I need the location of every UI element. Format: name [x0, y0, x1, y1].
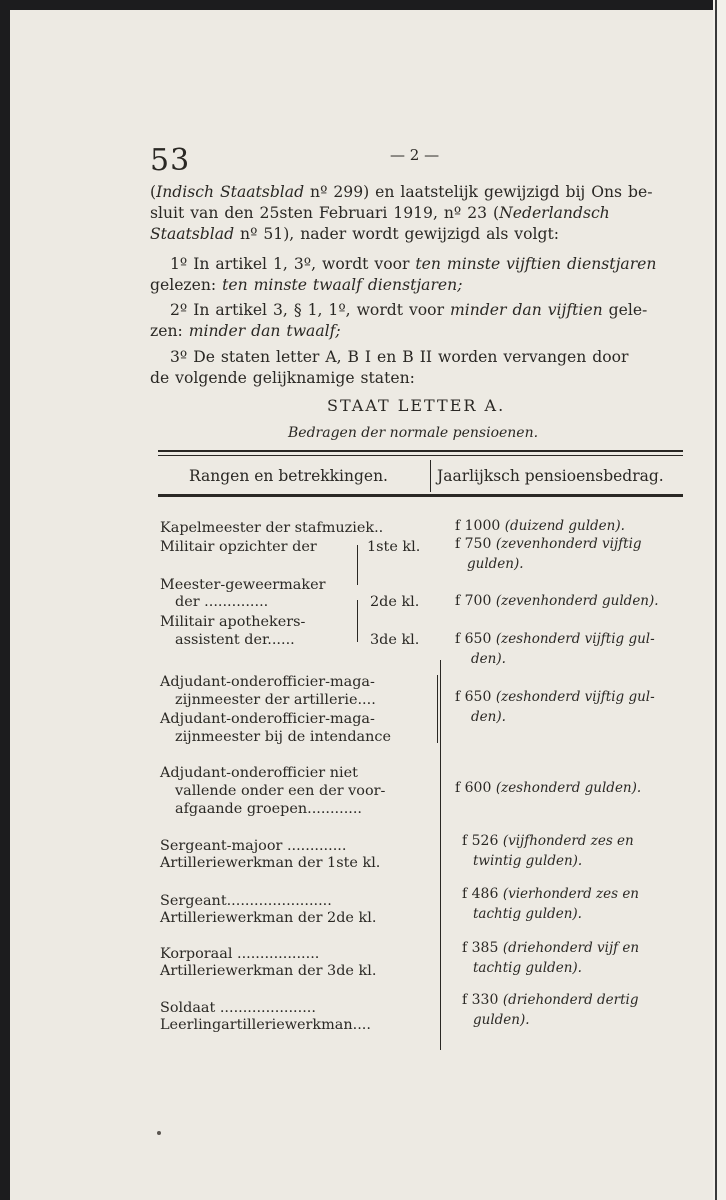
table-row-6-rank: Sergeant-majoor ............. [160, 838, 347, 854]
table-row-0-amount: f 1000 (duizend gulden). [455, 518, 625, 534]
table-row-2-rank: Meester-geweermaker [160, 577, 326, 593]
table-row-3-rank-cont: assistent der...... [175, 632, 295, 648]
table-row-1-class: 1ste kl. [367, 539, 421, 555]
scan-right-edge [713, 0, 726, 1200]
intro-italic-1: Indisch Staatsblad [156, 183, 305, 201]
table-row-7-amount-cont: tachtig gulden). [473, 906, 582, 922]
table-row-3-rank: Militair apothekers- [160, 614, 306, 630]
staat-title: STAAT LETTER A. [327, 396, 506, 415]
table-row-3-amount: f 650 (zeshonderd vijftig gul- [455, 631, 655, 647]
scan-top-border [0, 0, 726, 10]
table-header-ranks: Rangen en betrekkingen. [189, 467, 388, 485]
table-row-9-amount: f 330 (driehonderd dertig [462, 992, 639, 1008]
table-row-2-class: 2de kl. [370, 594, 420, 610]
table-row-8-amount: f 385 (driehonderd vijf en [462, 940, 640, 956]
table-row-5-rank: Adjudant-onderofficier niet [160, 765, 358, 781]
table-row-5-rank-l3: afgaande groepen............ [175, 801, 363, 817]
table-row-7-rank: Sergeant....................... [160, 893, 332, 909]
intro-line-3: Staatsblad nº 51), nader wordt gewijzigd als volgt: [150, 225, 559, 243]
table-top-rule-1 [158, 450, 683, 452]
item2-line-2: zen: minder dan twaalf; [150, 322, 341, 340]
table-header-amount: Jaarlijksch pensioensbedrag. [437, 467, 664, 485]
brace-row-4 [437, 675, 438, 743]
page-number: 53 [150, 143, 191, 178]
table-row-4-rank-cont: zijnmeester der artillerie.... [175, 692, 376, 708]
table-row-3-amount-cont: den). [471, 651, 506, 667]
intro-line-2: sluit van den 25sten Februari 1919, nº 23 (Nederlandsch [150, 204, 610, 222]
table-column-divider [440, 660, 441, 1050]
table-row-1-amount-cont: gulden). [467, 556, 524, 572]
item2-line-1: 2º In artikel 3, § 1, 1º, wordt voor minder dan vijftien gele- [170, 301, 648, 319]
page-header: — 2 — [390, 146, 440, 164]
table-row-9-amount-cont: gulden). [473, 1012, 530, 1028]
table-top-rule-2 [158, 455, 683, 456]
table-row-8-rank: Korporaal .................. [160, 946, 320, 962]
ink-dot [157, 1131, 161, 1135]
item3-line-2: de volgende gelijknamige staten: [150, 369, 415, 387]
table-header-divider [430, 460, 431, 492]
staat-subtitle: Bedragen der normale pensioenen. [288, 425, 539, 441]
table-header-rule [158, 494, 683, 497]
table-row-4-amount-cont: den). [471, 709, 506, 725]
table-row-9-rank: Soldaat ..................... [160, 1000, 316, 1016]
table-row-8-rank-cont: Artilleriewerkman der 3de kl. [160, 963, 377, 979]
table-row-6-rank-cont: Artilleriewerkman der 1ste kl. [160, 855, 381, 871]
brace-rows-1-3-top [357, 545, 358, 585]
table-row-4-amount: f 650 (zeshonderd vijftig gul- [455, 689, 655, 705]
item1-line-1: 1º In artikel 1, 3º, wordt voor ten minste vijftien dienstjaren [170, 255, 657, 273]
table-row-4-rank-l4: zijnmeester bij de intendance [175, 729, 391, 745]
table-row-3-class: 3de kl. [370, 632, 420, 648]
item1-line-2: gelezen: ten minste twaalf dienstjaren; [150, 276, 463, 294]
table-row-4-rank-l3: Adjudant-onderofficier-maga- [160, 711, 375, 727]
intro-line-1: (Indisch Staatsblad nº 299) en laatstelijk gewijzigd bij Ons be- [150, 183, 653, 201]
table-row-1-rank: Militair opzichter der [160, 539, 317, 555]
table-row-5-rank-cont: vallende onder een der voor- [175, 783, 386, 799]
item3-line-1: 3º De staten letter A, B I en B II worden vervangen door [170, 348, 629, 366]
table-row-6-amount-cont: twintig gulden). [473, 853, 583, 869]
table-row-1-amount: f 750 (zevenhonderd vijftig [455, 536, 642, 552]
table-row-6-amount: f 526 (vijfhonderd zes en [462, 833, 634, 849]
table-row-7-rank-cont: Artilleriewerkman der 2de kl. [160, 910, 377, 926]
table-row-4-rank: Adjudant-onderofficier-maga- [160, 674, 375, 690]
table-row-7-amount: f 486 (vierhonderd zes en [462, 886, 640, 902]
table-row-8-amount-cont: tachtig gulden). [473, 960, 582, 976]
table-row-5-amount: f 600 (zeshonderd gulden). [455, 780, 642, 796]
table-row-0-rank: Kapelmeester der stafmuziek.. [160, 520, 384, 536]
table-row-9-rank-cont: Leerlingartilleriewerkman.... [160, 1017, 371, 1033]
table-row-2-rank-cont: der .............. [175, 594, 269, 610]
brace-rows-1-3-bottom [357, 600, 358, 642]
table-row-2-amount: f 700 (zevenhonderd gulden). [455, 593, 659, 609]
